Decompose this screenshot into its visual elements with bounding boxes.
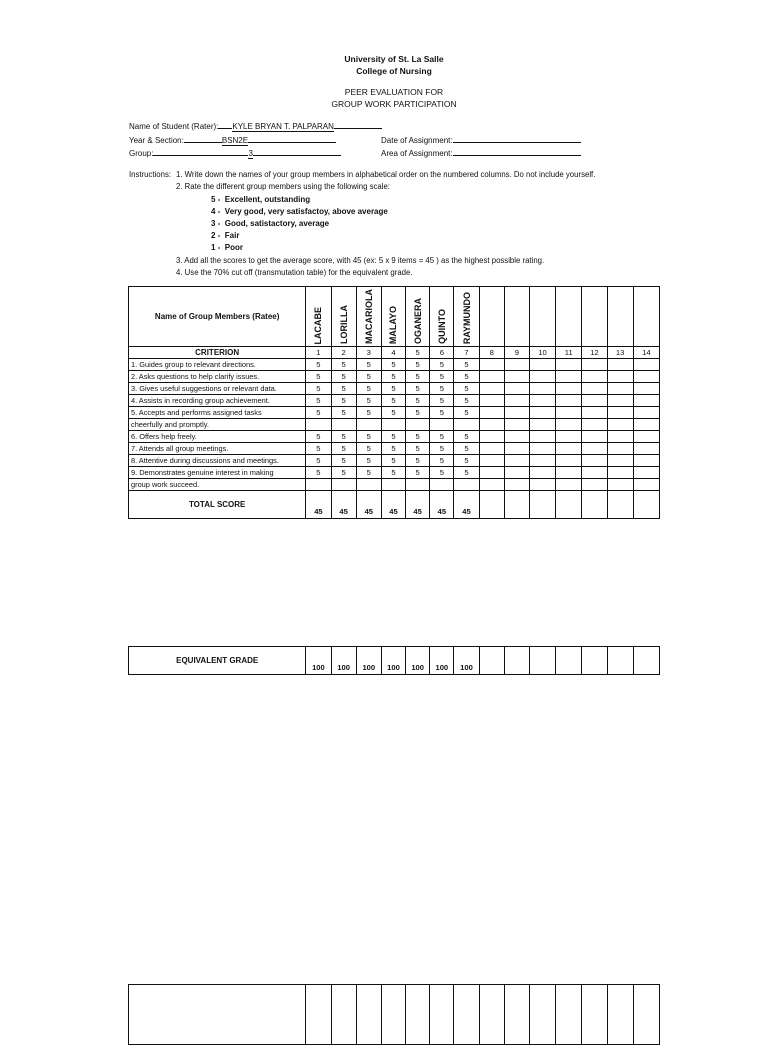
score-cell[interactable] bbox=[479, 455, 504, 467]
score-cell[interactable] bbox=[529, 371, 555, 383]
member-name-cell[interactable] bbox=[406, 287, 430, 347]
blank-cell[interactable] bbox=[556, 985, 582, 1045]
score-cell[interactable]: 5 bbox=[454, 407, 479, 419]
score-cell[interactable] bbox=[633, 467, 659, 479]
criterion-row bbox=[129, 455, 660, 467]
score-cell[interactable] bbox=[582, 455, 607, 467]
score-cell[interactable]: 5 bbox=[406, 407, 430, 419]
score-cell[interactable]: 5 bbox=[306, 431, 331, 443]
score-cell[interactable]: 5 bbox=[430, 395, 454, 407]
score-cell[interactable]: 5 bbox=[331, 455, 356, 467]
score-cell[interactable]: 5 bbox=[454, 359, 479, 371]
score-cell[interactable]: 5 bbox=[331, 431, 356, 443]
score-cell[interactable] bbox=[607, 467, 633, 479]
score-cell[interactable] bbox=[582, 419, 607, 431]
column-number: 6 bbox=[430, 347, 454, 359]
score-cell[interactable] bbox=[607, 383, 633, 395]
member-name-cell[interactable] bbox=[582, 287, 607, 347]
score-cell[interactable]: 5 bbox=[430, 455, 454, 467]
scale-item: 5 - Excellent, outstanding bbox=[211, 195, 311, 204]
score-cell[interactable] bbox=[556, 383, 582, 395]
score-cell[interactable] bbox=[356, 479, 381, 491]
score-cell[interactable]: 5 bbox=[306, 467, 331, 479]
score-cell[interactable]: 5 bbox=[430, 443, 454, 455]
score-cell[interactable] bbox=[582, 395, 607, 407]
score-cell[interactable] bbox=[607, 371, 633, 383]
score-cell[interactable] bbox=[529, 455, 555, 467]
total-score-cell[interactable] bbox=[479, 491, 504, 519]
blank-cell[interactable] bbox=[454, 985, 479, 1045]
score-cell[interactable]: 5 bbox=[331, 407, 356, 419]
score-cell[interactable]: 5 bbox=[454, 383, 479, 395]
score-cell[interactable] bbox=[381, 419, 405, 431]
member-name: QUINTO bbox=[436, 309, 447, 344]
column-number: 2 bbox=[331, 347, 356, 359]
score-cell[interactable] bbox=[504, 359, 529, 371]
score-cell[interactable] bbox=[331, 479, 356, 491]
blank-table bbox=[128, 984, 660, 1045]
score-cell[interactable] bbox=[430, 419, 454, 431]
blank-cell[interactable] bbox=[406, 985, 430, 1045]
member-name-cell[interactable] bbox=[306, 287, 331, 347]
column-number: 4 bbox=[381, 347, 405, 359]
score-cell[interactable] bbox=[479, 395, 504, 407]
score-cell[interactable] bbox=[633, 455, 659, 467]
criterion-row bbox=[129, 407, 660, 419]
year-section-value[interactable]: BSN2E bbox=[221, 136, 249, 145]
score-cell[interactable] bbox=[582, 431, 607, 443]
scale-item: 2 - Fair bbox=[211, 231, 240, 240]
evaluation-table bbox=[128, 286, 660, 519]
member-name: MACARIOLA bbox=[363, 289, 374, 344]
score-cell[interactable] bbox=[479, 359, 504, 371]
grade-row bbox=[129, 647, 660, 675]
grade-cell[interactable] bbox=[607, 647, 633, 675]
score-cell[interactable] bbox=[607, 407, 633, 419]
member-name-cell[interactable] bbox=[331, 287, 356, 347]
criterion-label: 8. Attentive during discussions and meetings. bbox=[129, 455, 306, 467]
score-cell[interactable] bbox=[504, 407, 529, 419]
area-label: Area of Assignment: bbox=[381, 149, 453, 158]
score-cell[interactable] bbox=[529, 443, 555, 455]
score-cell[interactable] bbox=[479, 419, 504, 431]
total-score-cell[interactable] bbox=[582, 491, 607, 519]
score-cell[interactable] bbox=[607, 431, 633, 443]
date-field bbox=[381, 133, 581, 145]
column-number: 1 bbox=[306, 347, 331, 359]
area-input-line[interactable] bbox=[453, 146, 581, 156]
member-name: RAYMUNDO bbox=[461, 291, 472, 344]
criterion-row bbox=[129, 419, 660, 431]
score-cell[interactable] bbox=[504, 395, 529, 407]
column-number: 5 bbox=[406, 347, 430, 359]
grade-cell[interactable]: 100 bbox=[430, 647, 454, 675]
score-cell[interactable]: 5 bbox=[381, 467, 405, 479]
score-cell[interactable]: 5 bbox=[430, 371, 454, 383]
score-cell[interactable] bbox=[607, 455, 633, 467]
column-number: 8 bbox=[479, 347, 504, 359]
score-cell[interactable] bbox=[607, 419, 633, 431]
score-cell[interactable] bbox=[504, 419, 529, 431]
blank-cell[interactable] bbox=[607, 985, 633, 1045]
criterion-row bbox=[129, 371, 660, 383]
score-cell[interactable] bbox=[556, 431, 582, 443]
column-number: 11 bbox=[556, 347, 582, 359]
member-name-cell[interactable] bbox=[381, 287, 405, 347]
score-cell[interactable] bbox=[633, 443, 659, 455]
column-number: 12 bbox=[582, 347, 607, 359]
criterion-row bbox=[129, 359, 660, 371]
blank-cell[interactable] bbox=[331, 985, 356, 1045]
member-name-cell[interactable] bbox=[356, 287, 381, 347]
grade-table bbox=[128, 646, 660, 675]
criterion-row bbox=[129, 383, 660, 395]
instruction-step2: 2. Rate the different group members using the following scale: bbox=[176, 182, 390, 191]
grade-cell[interactable] bbox=[633, 647, 659, 675]
score-cell[interactable]: 5 bbox=[306, 371, 331, 383]
score-cell[interactable]: 5 bbox=[406, 455, 430, 467]
score-cell[interactable] bbox=[633, 383, 659, 395]
group-label: Group: bbox=[129, 149, 154, 158]
column-number: 13 bbox=[607, 347, 633, 359]
score-cell[interactable]: 5 bbox=[406, 443, 430, 455]
score-cell[interactable]: 5 bbox=[356, 407, 381, 419]
column-number: 14 bbox=[633, 347, 659, 359]
total-score-cell[interactable]: 45 bbox=[381, 491, 405, 519]
total-row bbox=[129, 491, 660, 519]
total-score-cell[interactable]: 45 bbox=[454, 491, 479, 519]
score-cell[interactable] bbox=[529, 467, 555, 479]
member-name: MALAYO bbox=[388, 305, 399, 344]
blank-cell[interactable] bbox=[129, 985, 306, 1045]
criterion-label: 6. Offers help freely. bbox=[129, 431, 306, 443]
total-score-cell[interactable]: 45 bbox=[430, 491, 454, 519]
grade-cell[interactable] bbox=[529, 647, 555, 675]
column-number: 10 bbox=[529, 347, 555, 359]
criterion-label: cheerfully and promptly. bbox=[129, 419, 306, 431]
equivalent-grade-label: EQUIVALENT GRADE bbox=[129, 647, 306, 675]
criterion-label: 4. Assists in recording group achievement. bbox=[129, 395, 306, 407]
score-cell[interactable]: 5 bbox=[331, 371, 356, 383]
score-cell[interactable] bbox=[582, 383, 607, 395]
year-section-field bbox=[129, 133, 336, 146]
score-cell[interactable] bbox=[406, 479, 430, 491]
score-cell[interactable] bbox=[504, 455, 529, 467]
score-cell[interactable] bbox=[582, 407, 607, 419]
score-cell[interactable] bbox=[504, 467, 529, 479]
score-cell[interactable]: 5 bbox=[430, 359, 454, 371]
member-name-cell[interactable] bbox=[479, 287, 504, 347]
grade-cell[interactable] bbox=[504, 647, 529, 675]
criterion-label: 7. Attends all group meetings. bbox=[129, 443, 306, 455]
date-input-line[interactable] bbox=[453, 133, 581, 143]
score-cell[interactable]: 5 bbox=[406, 467, 430, 479]
score-cell[interactable]: 5 bbox=[430, 431, 454, 443]
rater-value[interactable]: KYLE BRYAN T. PALPARAN bbox=[232, 122, 334, 131]
criterion-row bbox=[129, 431, 660, 443]
score-cell[interactable] bbox=[504, 443, 529, 455]
blank-row bbox=[129, 985, 660, 1045]
member-name-cell[interactable] bbox=[556, 287, 582, 347]
column-number: 7 bbox=[454, 347, 479, 359]
score-cell[interactable]: 5 bbox=[356, 455, 381, 467]
member-name-cell[interactable] bbox=[504, 287, 529, 347]
score-cell[interactable] bbox=[529, 431, 555, 443]
score-cell[interactable] bbox=[306, 479, 331, 491]
score-cell[interactable]: 5 bbox=[381, 371, 405, 383]
members-header: Name of Group Members (Ratee) bbox=[129, 287, 306, 347]
score-cell[interactable] bbox=[582, 371, 607, 383]
score-cell[interactable]: 5 bbox=[454, 431, 479, 443]
blank-cell[interactable] bbox=[306, 985, 331, 1045]
member-name-cell[interactable] bbox=[529, 287, 555, 347]
column-number: 9 bbox=[504, 347, 529, 359]
blank-cell[interactable] bbox=[582, 985, 607, 1045]
instruction-step1: 1. Write down the names of your group members in alphabetical order on the numbered columns. Do not include yourself. bbox=[176, 170, 596, 179]
score-cell[interactable] bbox=[479, 443, 504, 455]
rater-label: Name of Student (Rater): bbox=[129, 122, 219, 131]
score-cell[interactable]: 5 bbox=[356, 467, 381, 479]
criterion-label: group work succeed. bbox=[129, 479, 306, 491]
instruction-step4: 4. Use the 70% cut off (transmutation table) for the equivalent grade. bbox=[176, 268, 413, 277]
score-cell[interactable] bbox=[479, 383, 504, 395]
score-cell[interactable] bbox=[504, 479, 529, 491]
area-field bbox=[381, 146, 581, 158]
score-cell[interactable] bbox=[529, 359, 555, 371]
member-name-cell[interactable] bbox=[454, 287, 479, 347]
total-score-label: TOTAL SCORE bbox=[129, 491, 306, 519]
college-name: College of Nursing bbox=[356, 66, 432, 76]
grade-cell[interactable]: 100 bbox=[406, 647, 430, 675]
score-cell[interactable]: 5 bbox=[454, 443, 479, 455]
total-score-cell[interactable]: 45 bbox=[306, 491, 331, 519]
blank-cell[interactable] bbox=[479, 985, 504, 1045]
criterion-header-row bbox=[129, 347, 660, 359]
instruction-step3: 3. Add all the scores to get the average score, with 45 (ex: 5 x 9 items = 45 ) as the highest possible rating. bbox=[176, 256, 545, 265]
score-cell[interactable] bbox=[633, 431, 659, 443]
rater-field bbox=[129, 119, 382, 132]
grade-cell[interactable]: 100 bbox=[356, 647, 381, 675]
score-cell[interactable] bbox=[331, 419, 356, 431]
member-name: OGANERA bbox=[412, 297, 423, 344]
score-cell[interactable] bbox=[529, 395, 555, 407]
score-cell[interactable]: 5 bbox=[331, 359, 356, 371]
score-cell[interactable]: 5 bbox=[356, 359, 381, 371]
score-cell[interactable] bbox=[306, 419, 331, 431]
column-number: 3 bbox=[356, 347, 381, 359]
blank-cell[interactable] bbox=[529, 985, 555, 1045]
year-section-label: Year & Section: bbox=[129, 136, 184, 145]
grade-cell[interactable]: 100 bbox=[454, 647, 479, 675]
group-field bbox=[129, 146, 341, 159]
grade-cell[interactable] bbox=[556, 647, 582, 675]
score-cell[interactable] bbox=[556, 467, 582, 479]
score-cell[interactable] bbox=[529, 479, 555, 491]
group-value[interactable]: 3 bbox=[248, 149, 253, 158]
form-title-line1: PEER EVALUATION FOR bbox=[344, 87, 444, 97]
grade-cell[interactable] bbox=[582, 647, 607, 675]
total-score-cell[interactable]: 45 bbox=[331, 491, 356, 519]
score-cell[interactable]: 5 bbox=[331, 467, 356, 479]
total-score-cell[interactable] bbox=[607, 491, 633, 519]
score-cell[interactable]: 5 bbox=[306, 395, 331, 407]
score-cell[interactable] bbox=[504, 383, 529, 395]
score-cell[interactable]: 5 bbox=[381, 455, 405, 467]
score-cell[interactable]: 5 bbox=[406, 431, 430, 443]
score-cell[interactable]: 5 bbox=[406, 383, 430, 395]
total-score-cell[interactable] bbox=[529, 491, 555, 519]
score-cell[interactable] bbox=[479, 467, 504, 479]
score-cell[interactable]: 5 bbox=[356, 395, 381, 407]
form-title-line2: GROUP WORK PARTICIPATION bbox=[331, 99, 457, 109]
total-score-cell[interactable] bbox=[633, 491, 659, 519]
score-cell[interactable] bbox=[582, 479, 607, 491]
score-cell[interactable] bbox=[529, 419, 555, 431]
blank-cell[interactable] bbox=[504, 985, 529, 1045]
criterion-row bbox=[129, 395, 660, 407]
member-name-cell[interactable] bbox=[607, 287, 633, 347]
members-header-row bbox=[129, 287, 660, 347]
score-cell[interactable] bbox=[633, 359, 659, 371]
score-cell[interactable] bbox=[430, 479, 454, 491]
blank-cell[interactable] bbox=[356, 985, 381, 1045]
score-cell[interactable]: 5 bbox=[406, 395, 430, 407]
score-cell[interactable] bbox=[556, 371, 582, 383]
grade-cell[interactable]: 100 bbox=[306, 647, 331, 675]
score-cell[interactable] bbox=[556, 419, 582, 431]
score-cell[interactable] bbox=[454, 479, 479, 491]
grade-cell[interactable] bbox=[479, 647, 504, 675]
score-cell[interactable]: 5 bbox=[381, 359, 405, 371]
member-name-cell[interactable] bbox=[633, 287, 659, 347]
scale-item: 4 - Very good, very satisfactoy, above average bbox=[211, 207, 388, 216]
score-cell[interactable]: 5 bbox=[454, 467, 479, 479]
member-name: LORILLA bbox=[338, 305, 349, 344]
score-cell[interactable] bbox=[529, 407, 555, 419]
score-cell[interactable] bbox=[633, 479, 659, 491]
score-cell[interactable] bbox=[479, 479, 504, 491]
score-cell[interactable]: 5 bbox=[306, 407, 331, 419]
criterion-label: 2. Asks questions to help clarify issues. bbox=[129, 371, 306, 383]
criterion-header: CRITERION bbox=[129, 347, 306, 359]
criterion-label: 9. Demonstrates genuine interest in making bbox=[129, 467, 306, 479]
score-cell[interactable] bbox=[556, 443, 582, 455]
total-score-cell[interactable]: 45 bbox=[406, 491, 430, 519]
total-score-cell[interactable] bbox=[556, 491, 582, 519]
grade-cell[interactable]: 100 bbox=[331, 647, 356, 675]
score-cell[interactable]: 5 bbox=[306, 443, 331, 455]
criterion-row bbox=[129, 467, 660, 479]
total-score-cell[interactable] bbox=[504, 491, 529, 519]
member-name: LACABE bbox=[313, 306, 324, 344]
score-cell[interactable] bbox=[556, 395, 582, 407]
criterion-label: 3. Gives useful suggestions or relevant data. bbox=[129, 383, 306, 395]
score-cell[interactable] bbox=[633, 371, 659, 383]
score-cell[interactable] bbox=[607, 443, 633, 455]
score-cell[interactable]: 5 bbox=[356, 383, 381, 395]
score-cell[interactable] bbox=[582, 443, 607, 455]
score-cell[interactable] bbox=[633, 407, 659, 419]
score-cell[interactable] bbox=[529, 383, 555, 395]
total-score-cell[interactable]: 45 bbox=[356, 491, 381, 519]
criterion-row bbox=[129, 479, 660, 491]
score-cell[interactable] bbox=[556, 455, 582, 467]
score-cell[interactable]: 5 bbox=[454, 371, 479, 383]
score-cell[interactable]: 5 bbox=[430, 467, 454, 479]
score-cell[interactable] bbox=[479, 431, 504, 443]
score-cell[interactable] bbox=[633, 395, 659, 407]
scale-item: 3 - Good, satistactory, average bbox=[211, 219, 330, 228]
score-cell[interactable] bbox=[479, 371, 504, 383]
score-cell[interactable] bbox=[504, 431, 529, 443]
score-cell[interactable] bbox=[381, 479, 405, 491]
score-cell[interactable]: 5 bbox=[381, 431, 405, 443]
score-cell[interactable]: 5 bbox=[331, 383, 356, 395]
score-cell[interactable]: 5 bbox=[381, 443, 405, 455]
score-cell[interactable] bbox=[607, 479, 633, 491]
scale-item: 1 - Poor bbox=[211, 243, 244, 252]
score-cell[interactable]: 5 bbox=[381, 407, 405, 419]
score-cell[interactable] bbox=[454, 419, 479, 431]
score-cell[interactable]: 5 bbox=[356, 443, 381, 455]
university-name: University of St. La Salle bbox=[344, 54, 444, 64]
score-cell[interactable] bbox=[556, 407, 582, 419]
score-cell[interactable] bbox=[556, 359, 582, 371]
score-cell[interactable] bbox=[582, 467, 607, 479]
date-label: Date of Assignment: bbox=[381, 136, 453, 145]
score-cell[interactable] bbox=[406, 419, 430, 431]
score-cell[interactable] bbox=[556, 479, 582, 491]
score-cell[interactable]: 5 bbox=[406, 359, 430, 371]
score-cell[interactable]: 5 bbox=[331, 395, 356, 407]
score-cell[interactable] bbox=[607, 359, 633, 371]
blank-cell[interactable] bbox=[430, 985, 454, 1045]
blank-cell[interactable] bbox=[381, 985, 405, 1045]
score-cell[interactable]: 5 bbox=[381, 395, 405, 407]
score-cell[interactable]: 5 bbox=[331, 443, 356, 455]
criterion-label: 1. Guides group to relevant directions. bbox=[129, 359, 306, 371]
score-cell[interactable] bbox=[504, 371, 529, 383]
blank-cell[interactable] bbox=[633, 985, 659, 1045]
score-cell[interactable]: 5 bbox=[356, 431, 381, 443]
score-cell[interactable] bbox=[633, 419, 659, 431]
criterion-row bbox=[129, 443, 660, 455]
score-cell[interactable]: 5 bbox=[454, 395, 479, 407]
score-cell[interactable]: 5 bbox=[454, 455, 479, 467]
score-cell[interactable] bbox=[607, 395, 633, 407]
score-cell[interactable]: 5 bbox=[430, 407, 454, 419]
score-cell[interactable]: 5 bbox=[430, 383, 454, 395]
score-cell[interactable]: 5 bbox=[406, 371, 430, 383]
grade-cell[interactable]: 100 bbox=[381, 647, 405, 675]
score-cell[interactable]: 5 bbox=[356, 371, 381, 383]
member-name-cell[interactable] bbox=[430, 287, 454, 347]
score-cell[interactable]: 5 bbox=[306, 455, 331, 467]
score-cell[interactable]: 5 bbox=[306, 383, 331, 395]
criterion-label: 5. Accepts and performs assigned tasks bbox=[129, 407, 306, 419]
score-cell[interactable]: 5 bbox=[381, 383, 405, 395]
score-cell[interactable]: 5 bbox=[306, 359, 331, 371]
score-cell[interactable] bbox=[582, 359, 607, 371]
score-cell[interactable] bbox=[479, 407, 504, 419]
score-cell[interactable] bbox=[356, 419, 381, 431]
instructions-label: Instructions: bbox=[129, 170, 172, 179]
